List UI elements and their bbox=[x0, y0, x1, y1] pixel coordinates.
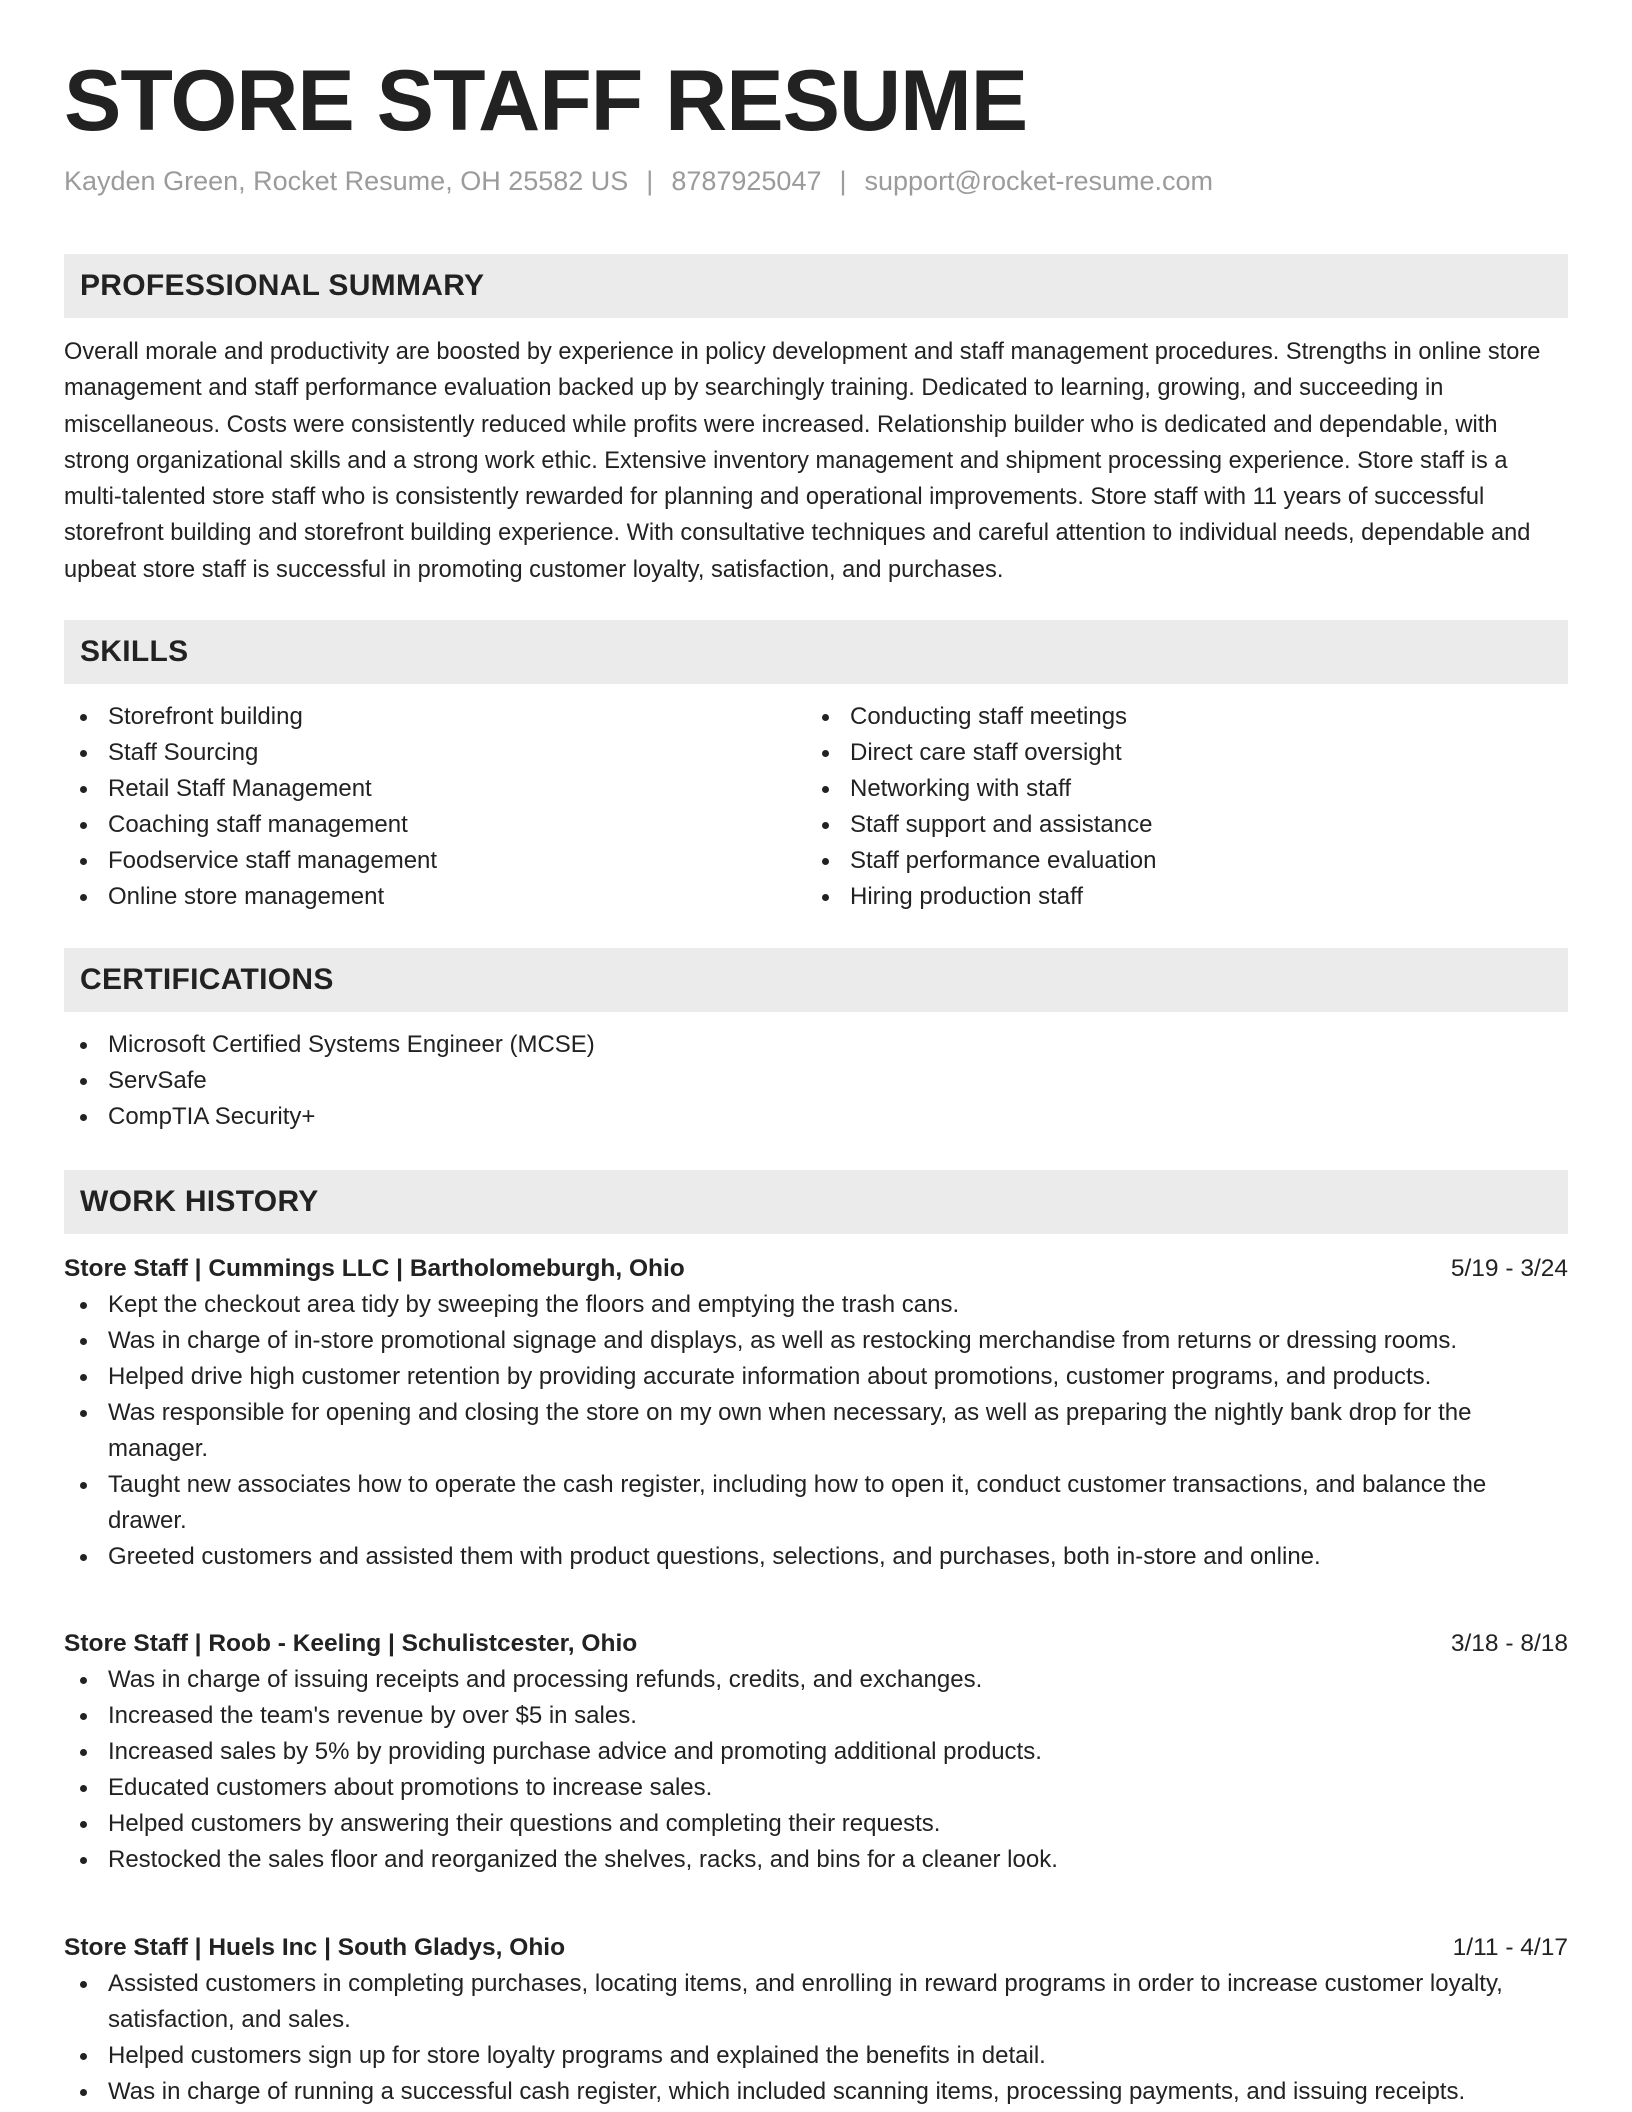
certification-item: Microsoft Certified Systems Engineer (MCSE) bbox=[64, 1027, 1568, 1063]
job-bullet: Greeted customers and assisted them with product questions, selections, and purchases, both in-store and online. bbox=[64, 1539, 1568, 1575]
job-bullet: Assisted customers in completing purchases, locating items, and enrolling in reward programs in order to increase customer loyalty, satisfaction, and sales. bbox=[64, 1966, 1568, 2038]
job-bullet: Restocked the sales floor and reorganized the shelves, racks, and bins for a cleaner look. bbox=[64, 1842, 1568, 1878]
job-title: Store Staff | Cummings LLC | Bartholomeburgh, Ohio bbox=[64, 1255, 685, 1282]
skill-item: Retail Staff Management bbox=[64, 771, 804, 807]
skill-item: Online store management bbox=[64, 879, 804, 915]
job-bullet: Was in charge of running a successful cash register, which included scanning items, processing payments, and issuing receipts. bbox=[64, 2074, 1568, 2110]
job-entry bbox=[64, 1930, 1568, 2110]
job-header bbox=[64, 1251, 1568, 1287]
certifications-section-header bbox=[64, 948, 1568, 1012]
skills-section-header bbox=[64, 620, 1568, 684]
job-bullet: Educated customers about promotions to increase sales. bbox=[64, 1770, 1568, 1806]
summary-text: Overall morale and productivity are boosted by experience in policy development and staff management procedures. Strengths in online store management and staff performance evaluation backed up by searchingly training. Dedicated to learning, growing, and succeeding in miscellaneous. Costs were consistently reduced while profits were increased. Relationship builder who is dedicated and dependable, with strong organizational skills and a strong work ethic. Extensive inventory management and shipment processing experience. Store staff is a multi-talented store staff who is consistently rewarded for planning and operational improvements. Store staff with 11 years of successful storefront building and storefront building experience. With consultative techniques and careful attention to individual needs, dependable and upbeat store staff is successful in promoting customer loyalty, satisfaction, and purchases. bbox=[64, 339, 1541, 583]
work-history-heading: WORK HISTORY bbox=[80, 1185, 319, 1218]
skill-item: Direct care staff oversight bbox=[806, 735, 1546, 771]
skills-list-right bbox=[806, 699, 1546, 915]
summary-heading: PROFESSIONAL SUMMARY bbox=[80, 269, 485, 302]
job-dates: 1/11 - 4/17 bbox=[1452, 1934, 1568, 1961]
contact-line bbox=[64, 166, 1213, 197]
job-header bbox=[64, 1626, 1568, 1662]
certification-item: CompTIA Security+ bbox=[64, 1099, 1568, 1135]
job-bullet: Was in charge of in-store promotional signage and displays, as well as restocking merchandise from returns or dressing rooms. bbox=[64, 1323, 1568, 1359]
certification-item: ServSafe bbox=[64, 1063, 1568, 1099]
skill-item: Staff performance evaluation bbox=[806, 843, 1546, 879]
job-bullets bbox=[64, 1966, 1568, 2110]
skill-item: Networking with staff bbox=[806, 771, 1546, 807]
job-header bbox=[64, 1930, 1568, 1966]
job-title: Store Staff | Huels Inc | South Gladys, Ohio bbox=[64, 1934, 566, 1961]
skill-item: Foodservice staff management bbox=[64, 843, 804, 879]
job-bullet: Was in charge of issuing receipts and processing refunds, credits, and exchanges. bbox=[64, 1662, 1568, 1698]
job-bullet: Helped drive high customer retention by providing accurate information about promotions, customer programs, and products. bbox=[64, 1359, 1568, 1395]
skills-heading: SKILLS bbox=[80, 635, 189, 668]
job-bullet: Increased sales by 5% by providing purchase advice and promoting additional products. bbox=[64, 1734, 1568, 1770]
skill-item: Staff Sourcing bbox=[64, 735, 804, 771]
skill-item: Conducting staff meetings bbox=[806, 699, 1546, 735]
skill-item: Staff support and assistance bbox=[806, 807, 1546, 843]
job-bullet: Taught new associates how to operate the cash register, including how to open it, conduct customer transactions, and balance the drawer. bbox=[64, 1467, 1568, 1539]
job-entry bbox=[64, 1251, 1568, 1575]
skill-item: Hiring production staff bbox=[806, 879, 1546, 915]
job-entry bbox=[64, 1626, 1568, 1878]
certifications-heading: CERTIFICATIONS bbox=[80, 963, 334, 996]
skill-item: Coaching staff management bbox=[64, 807, 804, 843]
job-dates: 3/18 - 8/18 bbox=[1450, 1630, 1568, 1657]
certifications-list bbox=[64, 1027, 1568, 1135]
contact-phone: 8787925047 bbox=[671, 166, 822, 196]
skills-list-left bbox=[64, 699, 804, 915]
job-bullet: Helped customers sign up for store loyalty programs and explained the benefits in detail. bbox=[64, 2038, 1568, 2074]
contact-email: support@rocket-resume.com bbox=[864, 166, 1214, 196]
job-bullet: Kept the checkout area tidy by sweeping the floors and emptying the trash cans. bbox=[64, 1287, 1568, 1323]
job-bullets bbox=[64, 1662, 1568, 1878]
job-title: Store Staff | Roob - Keeling | Schulistcester, Ohio bbox=[64, 1630, 638, 1657]
contact-separator: | bbox=[839, 166, 847, 196]
job-dates: 5/19 - 3/24 bbox=[1450, 1255, 1568, 1282]
contact-separator: | bbox=[646, 166, 654, 196]
work-history-section-header bbox=[64, 1170, 1568, 1234]
contact-address: Kayden Green, Rocket Resume, OH 25582 US bbox=[64, 166, 629, 196]
job-bullet: Helped customers by answering their questions and completing their requests. bbox=[64, 1806, 1568, 1842]
skill-item: Storefront building bbox=[64, 699, 804, 735]
job-bullets bbox=[64, 1287, 1568, 1575]
summary-section-header bbox=[64, 254, 1568, 318]
job-bullet: Was responsible for opening and closing the store on my own when necessary, as well as preparing the nightly bank drop for the manager. bbox=[64, 1395, 1568, 1467]
resume-title: STORE STAFF RESUME bbox=[64, 53, 1028, 149]
job-bullet: Increased the team's revenue by over $5 in sales. bbox=[64, 1698, 1568, 1734]
